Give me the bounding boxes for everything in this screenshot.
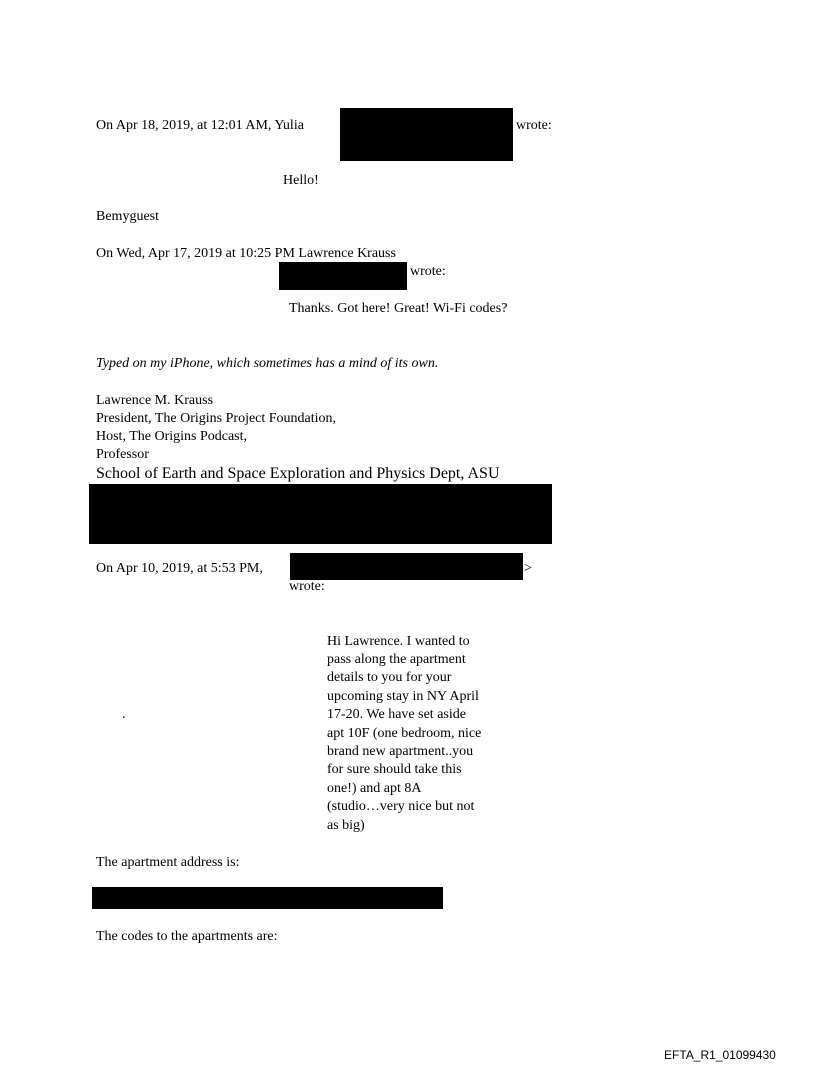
email3-body-line: 17-20. We have set aside <box>327 707 466 722</box>
signature-title-4: School of Earth and Space Exploration and Physics Dept, ASU <box>96 465 500 482</box>
signoff-word: Bemyguest <box>96 209 159 224</box>
redaction-block <box>279 262 407 290</box>
email1-greeting: Hello! <box>283 173 319 188</box>
signature-title-2: Host, The Origins Podcast, <box>96 429 248 444</box>
stray-dot: . <box>122 707 126 722</box>
email2-header-suffix: wrote: <box>410 264 446 279</box>
signature-name: Lawrence M. Krauss <box>96 393 214 408</box>
address-label: The apartment address is: <box>96 855 240 870</box>
redaction-block <box>89 484 552 544</box>
codes-label: The codes to the apartments are: <box>96 929 278 944</box>
email3-body-line: details to you for your <box>327 670 452 685</box>
email1-header-prefix: On Apr 18, 2019, at 12:01 AM, Yulia <box>96 118 304 133</box>
email3-body-line: upcoming stay in NY April <box>327 689 479 704</box>
email3-body-line: for sure should take this <box>327 762 462 777</box>
document-id: EFTA_R1_01099430 <box>664 1048 776 1062</box>
email3-body-line: Hi Lawrence. I wanted to <box>327 634 470 649</box>
redaction-block <box>290 553 523 580</box>
redaction-block <box>340 108 513 161</box>
email3-body-line: apt 10F (one bedroom, nice <box>327 726 482 741</box>
email2-header: On Wed, Apr 17, 2019 at 10:25 PM Lawrence Krauss <box>96 246 396 261</box>
email3-body-line: brand new apartment..you <box>327 744 474 759</box>
email3-body-line: pass along the apartment <box>327 652 466 667</box>
email3-body-line: one!) and apt 8A <box>327 781 422 796</box>
email3-header-gt: > <box>524 561 532 576</box>
signature-title-3: Professor <box>96 447 149 462</box>
signature-title-1: President, The Origins Project Foundation, <box>96 411 337 426</box>
typed-on-iphone-note: Typed on my iPhone, which sometimes has a mind of its own. <box>96 356 439 371</box>
email2-body: Thanks. Got here! Great! Wi-Fi codes? <box>289 301 508 316</box>
redaction-block <box>92 887 443 909</box>
email3-body-line: (studio…very nice but not <box>327 799 475 814</box>
email1-header-suffix: wrote: <box>516 118 552 133</box>
email3-header-suffix: wrote: <box>289 579 325 594</box>
email3-body-line: as big) <box>327 818 365 833</box>
email3-header-prefix: On Apr 10, 2019, at 5:53 PM, <box>96 561 263 576</box>
